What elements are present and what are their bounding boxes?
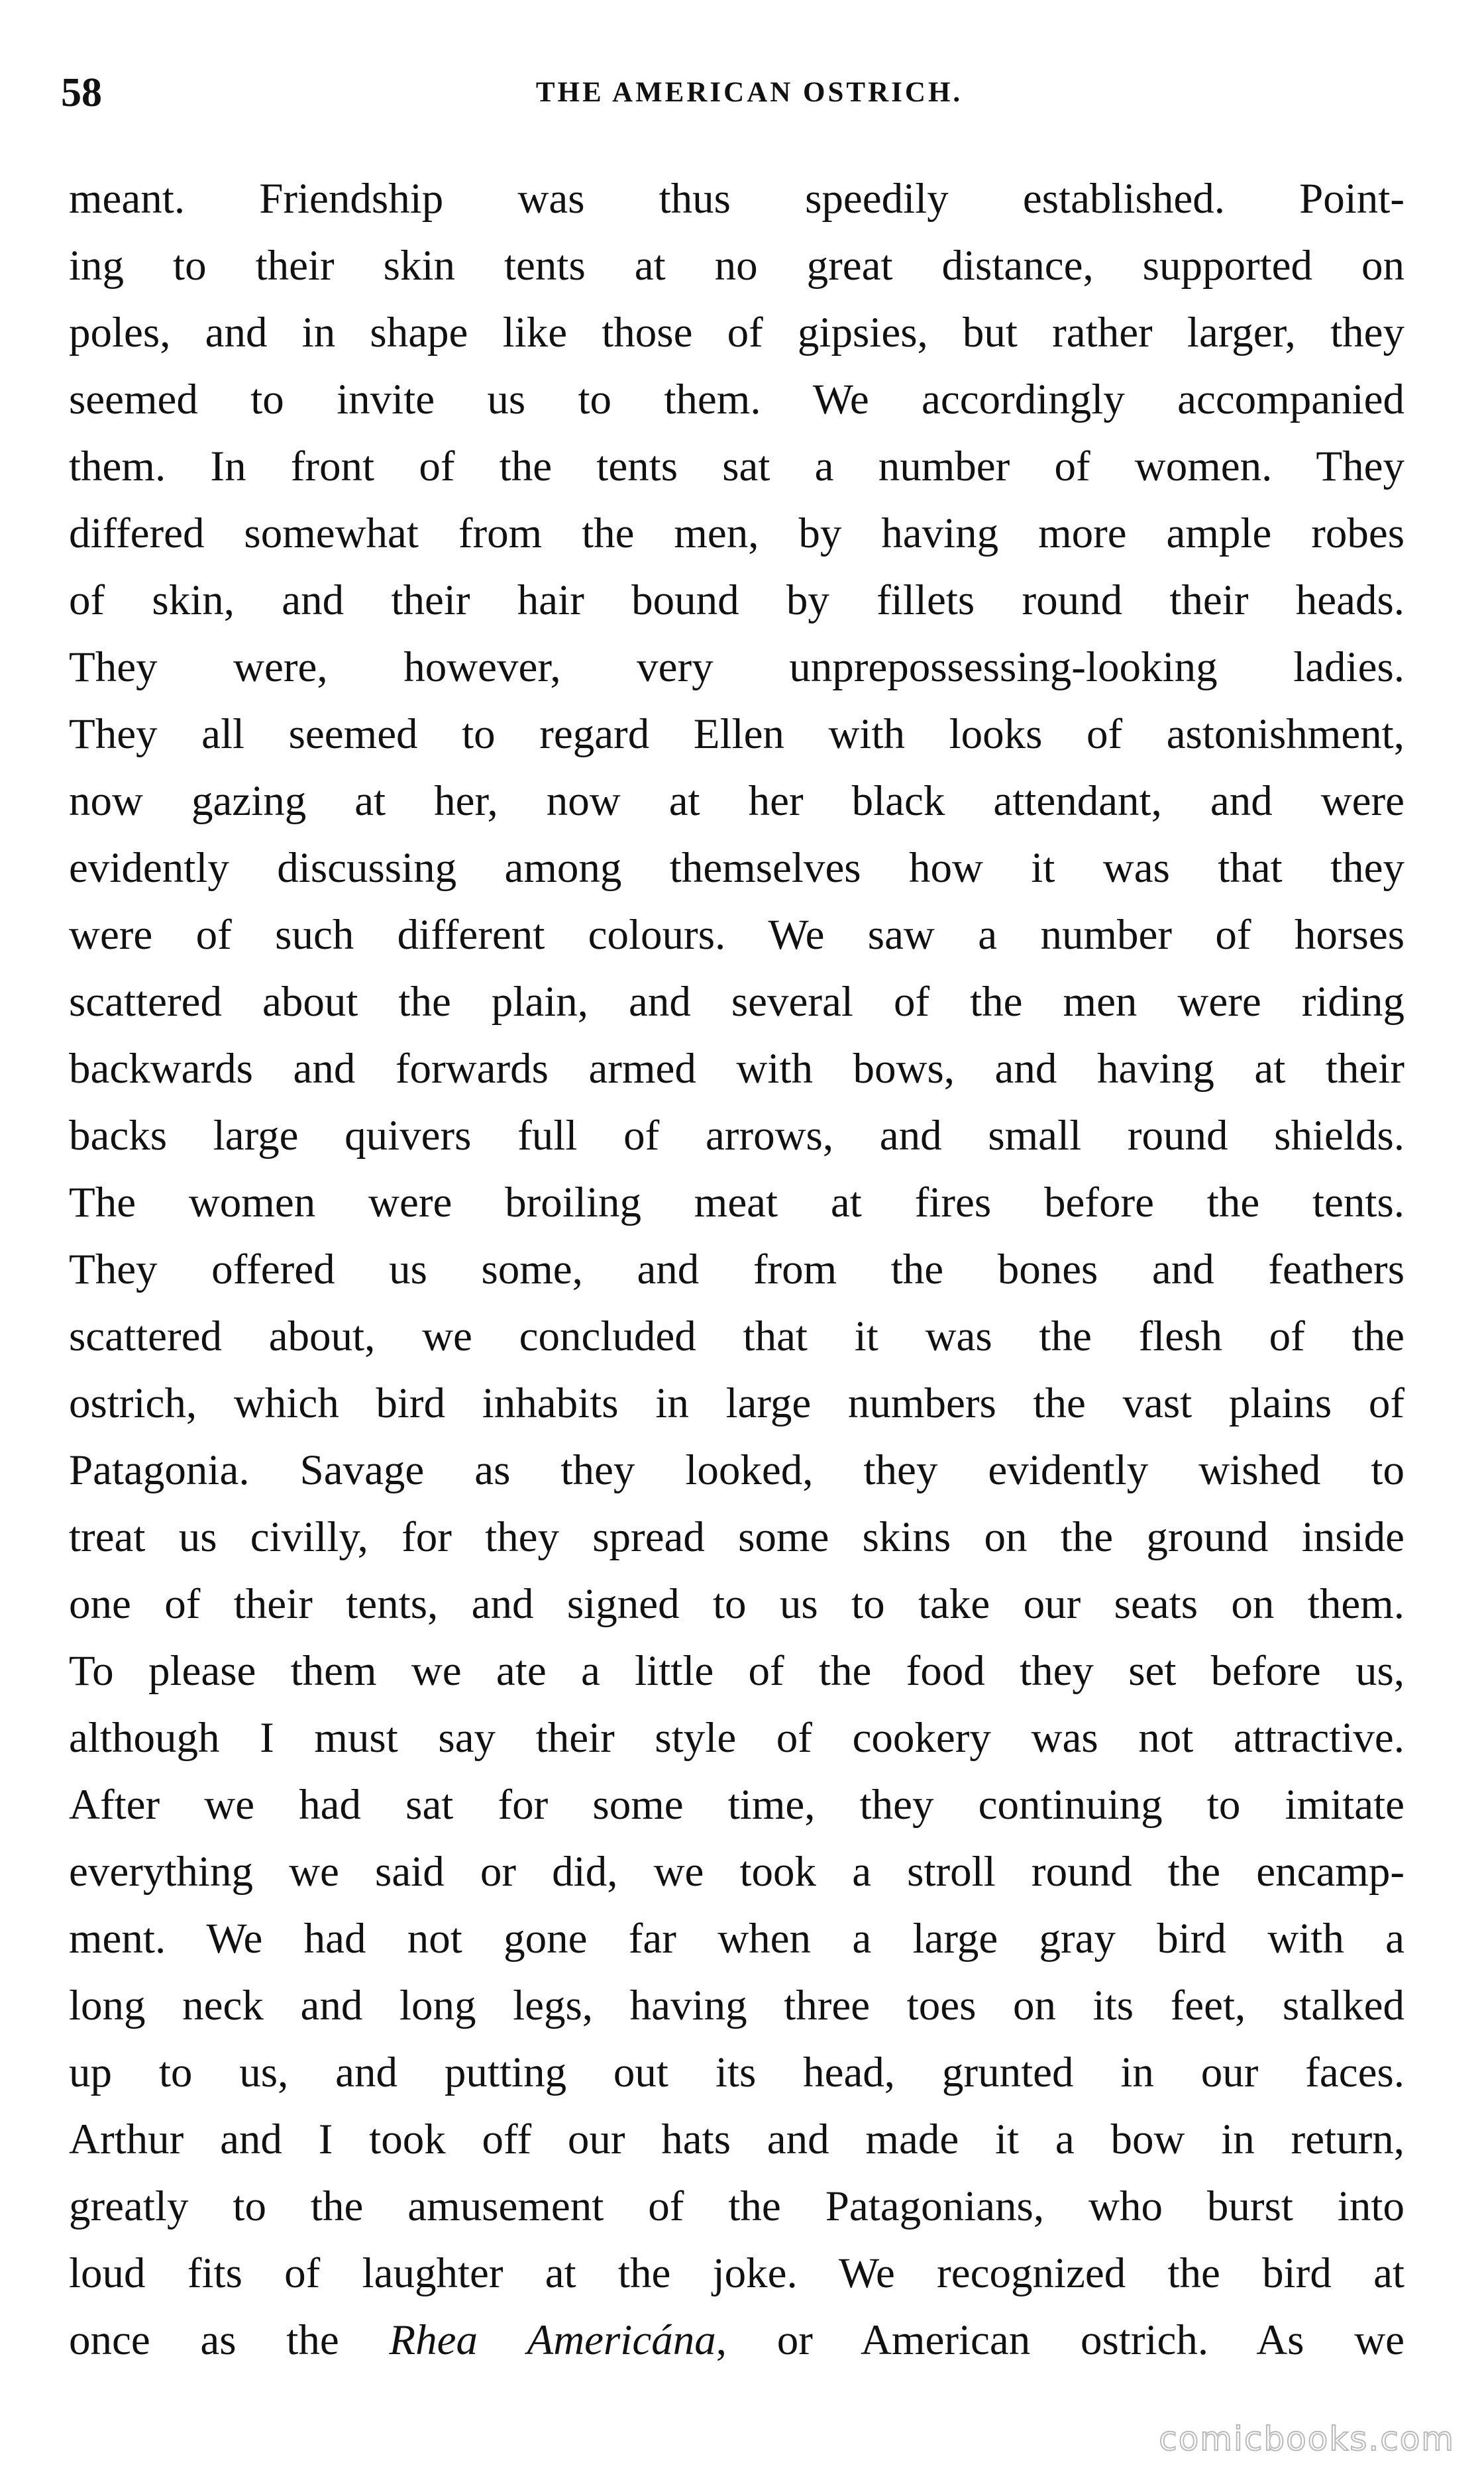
text-line: ing to their skin tents at no great distance, supported on bbox=[69, 242, 1404, 290]
text-line: scattered about, we concluded that it was the flesh of the bbox=[69, 1313, 1404, 1360]
text-line: of skin, and their hair bound by fillets round their heads. bbox=[69, 576, 1404, 624]
text-line: backwards and forwards armed with bows, and having at their bbox=[69, 1045, 1404, 1093]
text-line: poles, and in shape like those of gipsies, but rather larger, they bbox=[69, 309, 1404, 356]
watermark-logo: comicbooks.com bbox=[1159, 2420, 1455, 2458]
text-line: They all seemed to regard Ellen with looks of astonishment, bbox=[69, 710, 1404, 758]
text-line: one of their tents, and signed to us to take our seats on them. bbox=[69, 1580, 1404, 1628]
text-line: ment. We had not gone far when a large gray bird with a bbox=[69, 1915, 1404, 1963]
text-line: treat us civilly, for they spread some skins on the ground inside bbox=[69, 1513, 1404, 1561]
text-line: meant. Friendship was thus speedily established. Point- bbox=[69, 175, 1404, 223]
text-line: To please them we ate a little of the food they set before us, bbox=[69, 1647, 1404, 1695]
text-line: Arthur and I took off our hats and made it a bow in return, bbox=[69, 2116, 1404, 2163]
text-line-last bbox=[69, 2307, 1404, 2374]
text-line: The women were broiling meat at fires before the tents. bbox=[69, 1179, 1404, 1226]
running-title: THE AMERICAN OSTRICH. bbox=[535, 77, 963, 108]
text-line: up to us, and putting out its head, grunted in our faces. bbox=[69, 2049, 1404, 2096]
text-line: seemed to invite us to them. We accordingly accompanied bbox=[69, 376, 1404, 423]
text-line: loud fits of laughter at the joke. We recognized the bird at bbox=[69, 2249, 1404, 2297]
text-line: were of such different colours. We saw a number of horses bbox=[69, 911, 1404, 959]
species-name: Rhea Americána bbox=[389, 2316, 716, 2364]
text-line: long neck and long legs, having three toes on its feet, stalked bbox=[69, 1982, 1404, 2029]
text-line: ostrich, which bird inhabits in large numbers the vast plains of bbox=[69, 1379, 1404, 1427]
text-line: everything we said or did, we took a stroll round the encamp- bbox=[69, 1848, 1404, 1896]
page-number: 58 bbox=[61, 70, 102, 115]
text-segment: once as the bbox=[69, 2316, 390, 2364]
text-line: differed somewhat from the men, by having more ample robes bbox=[69, 510, 1404, 557]
text-line: although I must say their style of cookery was not attractive. bbox=[69, 1714, 1404, 1762]
text-line: greatly to the amusement of the Patagonians, who burst into bbox=[69, 2182, 1404, 2230]
text-line: evidently discussing among themselves how it was that they bbox=[69, 844, 1404, 892]
text-line: After we had sat for some time, they continuing to imitate bbox=[69, 1781, 1404, 1829]
running-head bbox=[61, 66, 1391, 119]
text-line: backs large quivers full of arrows, and small round shields. bbox=[69, 1112, 1404, 1159]
text-line: scattered about the plain, and several of the men were riding bbox=[69, 978, 1404, 1026]
text-line: Patagonia. Savage as they looked, they evidently wished to bbox=[69, 1446, 1404, 1494]
text-line: They offered us some, and from the bones and feathers bbox=[69, 1246, 1404, 1293]
text-segment: , or American ostrich. As we bbox=[716, 2316, 1404, 2364]
text-line: now gazing at her, now at her black attendant, and were bbox=[69, 777, 1404, 825]
body-text bbox=[69, 166, 1404, 2374]
text-line: them. In front of the tents sat a number of women. They bbox=[69, 443, 1404, 490]
text-line: They were, however, very unprepossessing-looking ladies. bbox=[69, 643, 1404, 691]
